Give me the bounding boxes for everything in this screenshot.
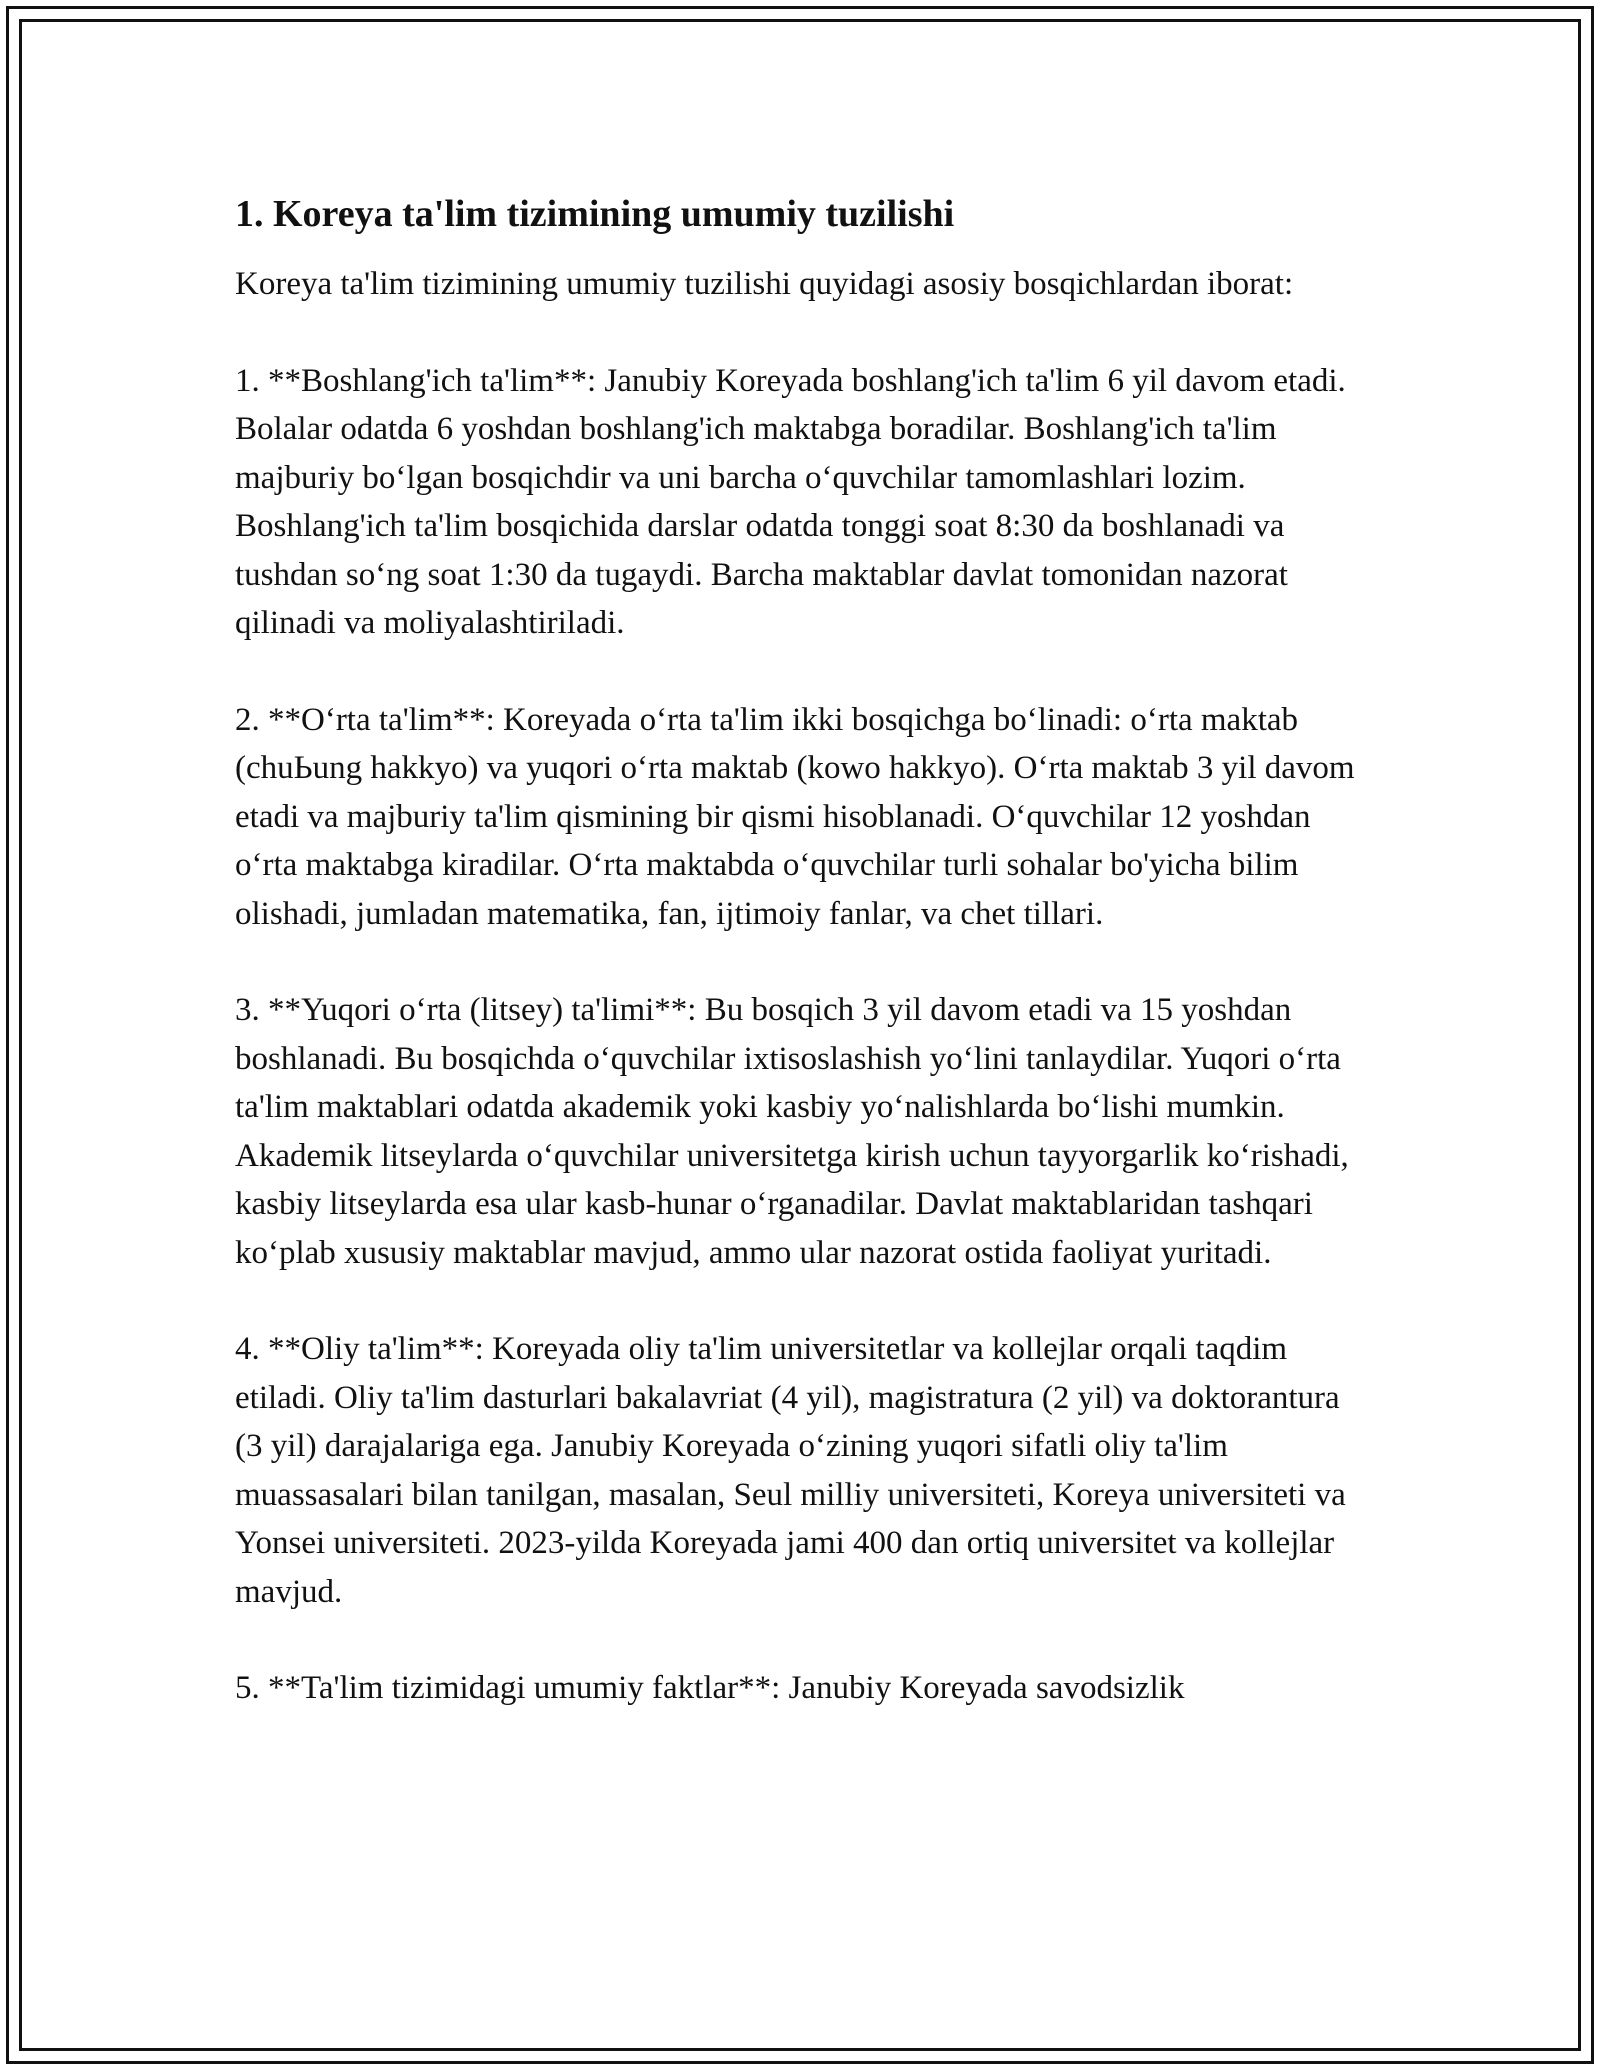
- document-body: [235, 186, 1365, 1761]
- intro-paragraph: Koreya ta'lim tizimining umumiy tuzilishi quyidagi asosiy bosqichlardan iborat:: [235, 266, 1294, 302]
- paragraph-primary-education: 1. **Boshlang'ich ta'lim**: Janubiy Koreyada boshlang'ich ta'lim 6 yil davom etadi. Bolalar odatda 6 yoshdan boshlang'ich maktabga boradilar. Boshlang'ich ta'lim majburiy bo‘lgan bosqichdir va uni barcha o‘quvchilar tamomlashlari lozim. Boshlang'ich ta'lim bosqichida darslar odatda tonggi soat 8:30 da boshlanadi va tushdan so‘ng soat 1:30 da tugaydi. Barcha maktablar davlat tomonidan nazorat qilinadi va moliyalashtiriladi.: [235, 362, 1346, 641]
- paragraph-general-facts: 5. **Ta'lim tizimidagi umumiy faktlar**: Janubiy Koreyada savodsizlik: [235, 1670, 1185, 1706]
- paragraph-upper-secondary-education: 3. **Yuqori o‘rta (litsey) ta'limi**: Bu bosqich 3 yil davom etadi va 15 yoshdan boshlanadi. Bu bosqichda o‘quvchilar ixtisoslashish yo‘lini tanlaydilar. Yuqori o‘rta ta'lim maktablari odatda akademik yoki kasbiy yo‘nalishlarda bo‘lishi mumkin. Akademik litseylarda o‘quvchilar universitetga kirish uchun tayyorgarlik ko‘rishadi, kasbiy litseylarda esa ular kasb-hunar o‘rganadilar. Davlat maktablaridan tashqari ko‘plab xususiy maktablar mavjud, ammo ular nazorat ostida faoliyat yuritadi.: [235, 992, 1349, 1271]
- paragraph-higher-education: 4. **Oliy ta'lim**: Koreyada oliy ta'lim universitetlar va kollejlar orqali taqdim etiladi. Oliy ta'lim dasturlari bakalavriat (4 yil), magistratura (2 yil) va doktorantura (3 yil) darajalariga ega. Janubiy Koreyada o‘zining yuqori sifatli oliy ta'lim muassasalari bilan tanilgan, masalan, Seul milliy universiteti, Koreya universiteti va Yonsei universiteti. 2023-yilda Koreyada jami 400 dan ortiq universitet va kollejlar mavjud.: [235, 1331, 1346, 1610]
- section-heading: 1. Koreya ta'lim tizimining umumiy tuzilishi: [235, 193, 955, 235]
- paragraph-secondary-education: 2. **O‘rta ta'lim**: Koreyada o‘rta ta'lim ikki bosqichga bo‘linadi: o‘rta maktab (chuЬung hakkyo) va yuqori o‘rta maktab (kowo hakkyo). O‘rta maktab 3 yil davom etadi va majburiy ta'lim qismining bir qismi hisoblanadi. O‘quvchilar 12 yoshdan o‘rta maktabga kiradilar. O‘rta maktabda o‘quvchilar turli sohalar bo'yicha bilim olishadi, jumladan matematika, fan, ijtimoiy fanlar, va chet tillari.: [235, 701, 1355, 932]
